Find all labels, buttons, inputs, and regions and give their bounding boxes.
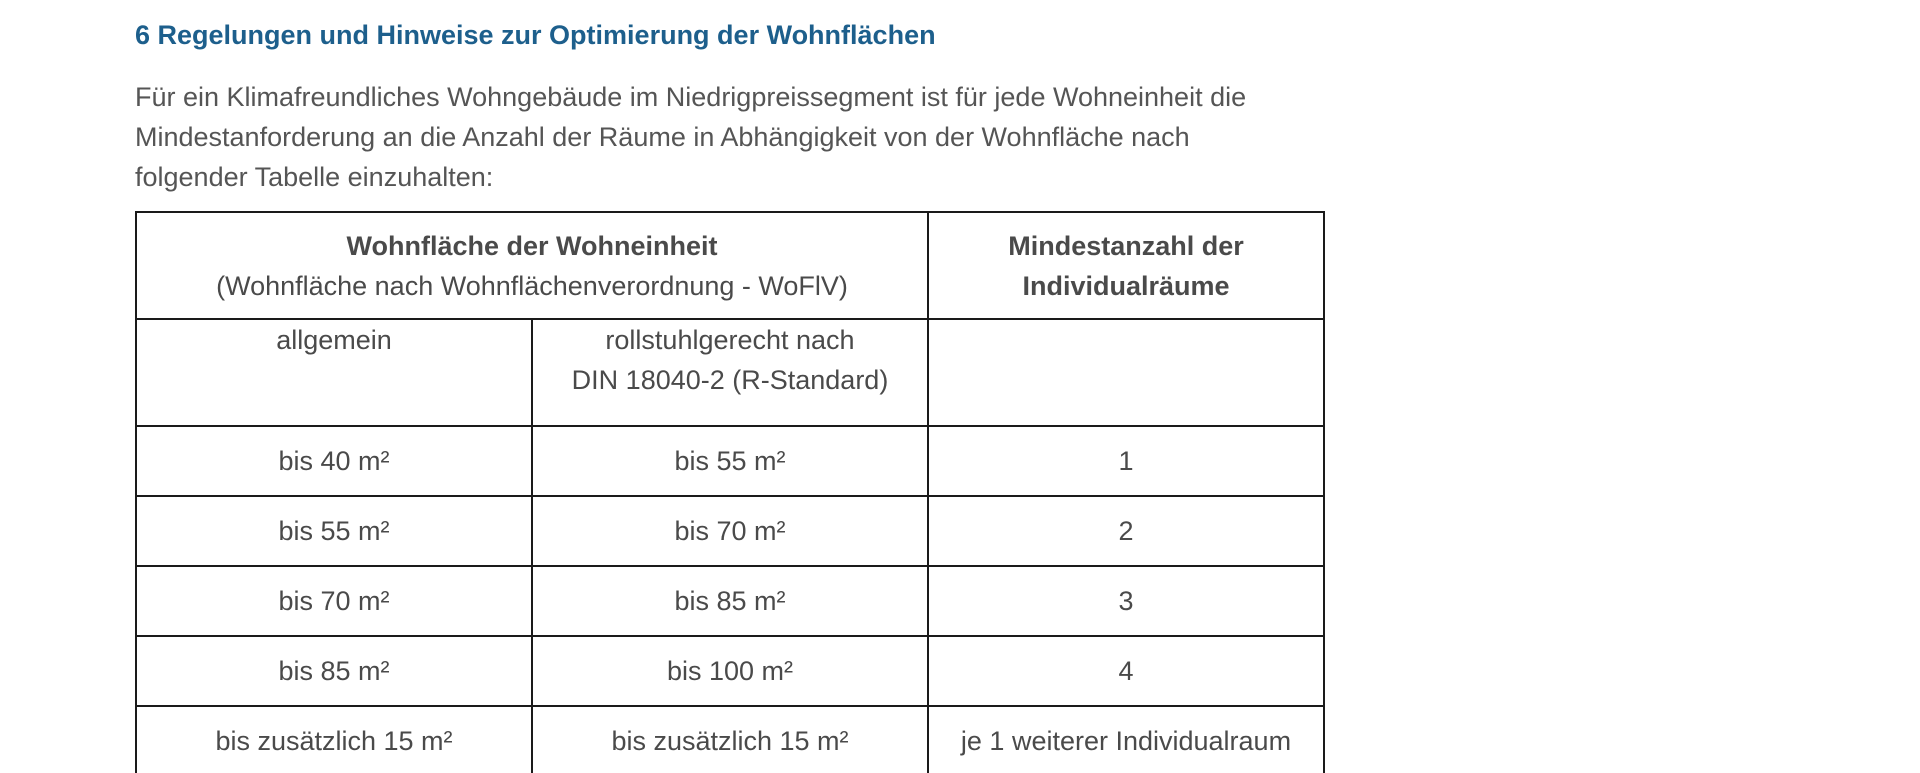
wheelchair-subheader <box>532 319 928 426</box>
general-area-cell: bis 55 m² <box>136 496 532 566</box>
min-rooms-title-line: Individualräume <box>1022 270 1230 301</box>
min-rooms-cell: 4 <box>928 636 1324 706</box>
table-row <box>136 496 1324 566</box>
wheelchair-area-cell: bis 55 m² <box>532 426 928 496</box>
intro-line: Mindestanforderung an die Anzahl der Räume in Abhängigkeit von der Wohnfläche nach <box>135 122 1190 152</box>
table-row <box>136 706 1324 773</box>
general-area-cell: bis 70 m² <box>136 566 532 636</box>
table-row <box>136 426 1324 496</box>
wheelchair-area-cell: bis 85 m² <box>532 566 928 636</box>
wheelchair-subheader-line: DIN 18040-2 (R-Standard) <box>571 365 889 395</box>
min-rooms-header <box>928 212 1324 319</box>
living-area-subtitle: (Wohnfläche nach Wohnflächenverordnung - WoFlV) <box>216 270 848 301</box>
wheelchair-area-cell: bis 70 m² <box>532 496 928 566</box>
general-area-cell: bis 40 m² <box>136 426 532 496</box>
table-row <box>136 636 1324 706</box>
min-rooms-cell: je 1 weiterer Individualraum <box>928 706 1324 773</box>
wheelchair-area-cell: bis 100 m² <box>532 636 928 706</box>
section-heading: 6 Regelungen und Hinweise zur Optimierung der Wohnflächen <box>135 20 936 50</box>
table-header-row <box>136 212 1324 319</box>
min-rooms-cell: 2 <box>928 496 1324 566</box>
min-rooms-title-line: Mindestanzahl der <box>1008 230 1244 261</box>
intro-line: folgender Tabelle einzuhalten: <box>135 162 494 192</box>
rooms-subheader <box>928 319 1324 426</box>
min-rooms-cell: 3 <box>928 566 1324 636</box>
min-rooms-cell: 1 <box>928 426 1324 496</box>
wheelchair-subheader-line: rollstuhlgerecht nach <box>605 325 855 355</box>
intro-line: Für ein Klimafreundliches Wohngebäude im Niedrigpreissegment ist für jede Wohneinheit die <box>135 82 1247 112</box>
table-row <box>136 566 1324 636</box>
intro-paragraph <box>135 77 1435 197</box>
general-area-cell: bis 85 m² <box>136 636 532 706</box>
living-area-header <box>136 212 928 319</box>
rooms-table <box>135 211 1325 773</box>
general-subheader: allgemein <box>136 319 532 426</box>
wheelchair-area-cell: bis zusätzlich 15 m² <box>532 706 928 773</box>
general-area-cell: bis zusätzlich 15 m² <box>136 706 532 773</box>
living-area-title: Wohnfläche der Wohneinheit <box>346 230 718 261</box>
table-subheader-row <box>136 319 1324 426</box>
